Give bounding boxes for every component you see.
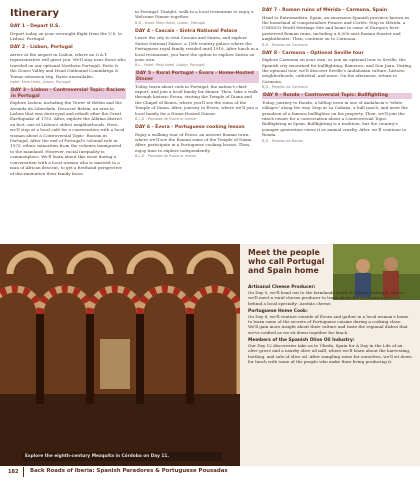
footer-title: Back Roads of Iberia: Spanish Paradores & Portuguese Pousadas bbox=[30, 468, 228, 474]
day-meta: B,D - Parador de Ronda bbox=[262, 138, 303, 143]
meet-section-text: On Day 6, we'll venture outside of Évora and gather in a local woman's home to learn some of the secrets of Portuguese cuisine during a cooking class. We'll gain more insight about their culture and taste the regional dishes that we've crafted as we sit down together for lunch. bbox=[248, 313, 409, 335]
itinerary-column-2 bbox=[135, 8, 259, 162]
meet-section-text: On Day 5, we'll head out to the farmlands south of Lisbon, Portugal, where we'll meet a rural cheese producer to learn about the production process behind a local specialty: Azeitão cheese. bbox=[248, 290, 404, 306]
day-text: Depart today on your overnight flight from the U.S. to Lisbon, Portugal. bbox=[10, 30, 122, 41]
itinerary-column-3 bbox=[262, 8, 412, 147]
day-heading: DAY 2 - Lisbon, Portugal bbox=[10, 45, 73, 51]
meet-section-heading: Portuguese Home Cook: bbox=[248, 308, 308, 314]
day-block bbox=[10, 88, 126, 176]
day-block bbox=[262, 8, 412, 47]
footer-divider bbox=[23, 467, 24, 477]
day-block bbox=[135, 29, 259, 68]
day-text: in Portugal. Tonight, walk to a local restaurant to enjoy a Welcome Dinner together. bbox=[135, 9, 254, 20]
day-heading-highlighted: DAY 3 - Lisbon - Controversial Topic: Racism in Portugal bbox=[11, 88, 125, 99]
day-text: Explore Lisbon, including the Tower of Belém and the Avenida da Liberdade, Discover Belém, an area in Lisbon that was destroyed and rebuilt after the Great Earthquake of 1755. After, explore the Alfama district on foot, one of Lisbon's oldest neighborhoods. Here, we'll stop at a local café for a conversation with a local woman about a Controversial Topic: Racism in Portugal. After the end of Portugal's colonial rule in 1975, ethnic minorities from the colonies immigrated to the mainland. However, racial inequality is commonplace. We'll learn about this issue during a conversation with a local woman who is married to a man of African descent, to get a firsthand perspective of discrimination their family faces. bbox=[10, 100, 125, 176]
day-block bbox=[262, 51, 412, 90]
day-block bbox=[262, 93, 412, 142]
day-meta: B,L - Hotel: Meio Hotel, Lisbon, Portugal bbox=[135, 63, 205, 68]
day-meta: B,D - Parador de Carmona bbox=[262, 42, 308, 47]
meet-section bbox=[248, 338, 412, 364]
day-text: Explore Carmona on your own, or join an optional tour to Seville, the Spanish city renowned for bullfighting, flamenco, and Don Juan. During the optional tour, we'll discover Seville's Andalusian culture, historic neighborhoods, cathedral, and more. On the afternoon, return to Carmona. bbox=[262, 57, 412, 84]
day-heading-highlighted: DAY 5 - Rural Portugal - Évora - Home-Hosted Dinner bbox=[135, 71, 259, 82]
meet-section bbox=[248, 309, 412, 335]
day-heading: DAY 8 - Carmona - Optional Seville tour bbox=[262, 50, 364, 56]
day-block bbox=[135, 125, 259, 158]
meet-section bbox=[248, 285, 412, 306]
day-text: Today, journey to Ronda, a hilltop town in one of Andalucía's "white villages" along the way. Stop at La Cabaña, a bull ranch, and meet the grandson of a famous bullfighter on his property. Then, we'll join the ranch owner for a conversation about a Controversial Topic: Bullfighting in Spain. Bullfighting is a tradition, but the country's younger generation views it as animal cruelty. After, we'll continue to Ronda. bbox=[262, 99, 408, 138]
day-meta: B,D - Hotel: Meio Hotel, Lisbon, Portugal bbox=[135, 20, 206, 25]
mezquita-photo bbox=[0, 244, 240, 466]
photo-caption: Explore the eighth-century Mezquita in Córdoba on Day 11. bbox=[22, 452, 222, 461]
day-text: Enjoy a walking tour of Évora, an ancient Roman town, where we'll see the Roman ruins of the Temple of Diana. After, participate in a Portuguese cooking lesson. Then, enjoy time to explore independently. bbox=[135, 131, 253, 153]
meet-title: Meet the people who call Portugal and Spain home bbox=[248, 248, 325, 275]
mezquita-arches-illustration bbox=[0, 244, 240, 466]
day-heading-highlighted: DAY 9 - Ronda - Controversial Topic: Bullfighting bbox=[262, 93, 412, 99]
meet-section-heading: Artisanal Cheese Producer: bbox=[248, 285, 316, 290]
meet-section-heading: Members of the Spanish Olive Oil Industry: bbox=[248, 338, 355, 344]
day-continuation bbox=[135, 9, 259, 25]
day-meta: B,D - Parador de Carmona bbox=[262, 85, 308, 90]
day-block bbox=[10, 45, 126, 84]
day-block bbox=[135, 71, 259, 121]
day-block bbox=[10, 24, 126, 41]
meet-body bbox=[248, 282, 412, 364]
day-text: Arrive at the airport in Lisbon, where an O.A.T. representative will greet you. We'll stay near those who traveled on our optional Northern Portugal: Porto & the Douro Valley and Head Outbound Conimbriga & Tomar extension trip, Rates unavailable. bbox=[10, 52, 126, 79]
day-meta: Hotel: Meio Hotel, Lisbon, Portugal bbox=[10, 80, 71, 85]
day-heading: DAY 7 - Roman ruins of Mérida - Carmona, Spain bbox=[262, 8, 388, 13]
meet-section-text: Our Day 12 discoveries take us to Úbeda, Spain for A Day in the Life of an olive grove and a nearby olive oil mill, where we'll learn about the harvesting, bottling, and sale of olive oil. After sampling some for ourselves, we'll sit down for lunch with some of the people who make their living producing it. bbox=[248, 343, 412, 364]
itinerary-column-1 bbox=[10, 24, 126, 180]
page-footer bbox=[0, 466, 420, 480]
day-text: Today, learn about cork in Portugal, the nation's chief export, and join a local family for dinner. Then, take a walk through historic Évora, visiting the Temple of Diana and the Chapel of Bones, where you'll see the ruins of the Temple of Diana. After, journey to Évora, where we'll join a local family for a Home-Hosted Dinner. bbox=[135, 83, 258, 116]
day-text: Leave the city to visit Cascais and Sintra, and explore Sintra National Palace, a 15th-century palace where the Portuguese royal family resided until 1910. After lunch in a local restaurant, you have the option to explore Sintra on your own. bbox=[135, 35, 259, 63]
day-heading: DAY 6 - Évora - Portuguese cooking lesson bbox=[135, 125, 245, 131]
day-meta: B,L,D - Pousada de Évora or similar bbox=[135, 117, 197, 122]
itinerary-title: Itinerary bbox=[10, 8, 59, 19]
day-meta: B,L,D - Pousada de Évora or similar bbox=[135, 154, 197, 159]
day-heading: DAY 1 - Depart U.S. bbox=[10, 24, 61, 29]
day-heading: DAY 4 - Cascais - Sintra National Palace bbox=[135, 28, 238, 34]
page-number: 182 bbox=[8, 469, 19, 475]
day-text: Head to Extremadura, Spain, an enormous Spanish province known as the homeland of conquistadors Pizarro and Cortés. Stop in Mérida, a UNESCO World Heritage Site and home to some of Europe's best-preserved Roman ruins, including a 6,000-seat Roman theater and amphitheater. Then, continue on to Carmona. bbox=[262, 14, 410, 42]
